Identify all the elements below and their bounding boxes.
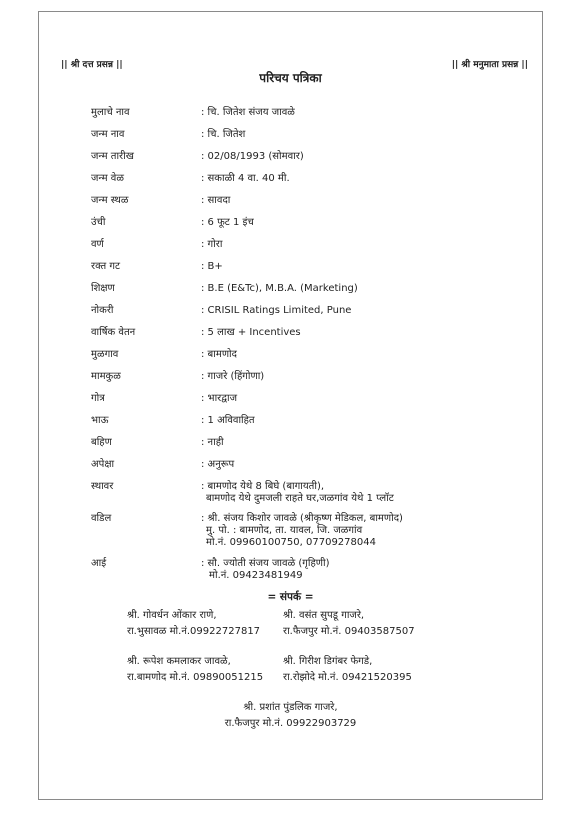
property-line: बामणोद येथे दुमजली राहते घर,जळगांव येथे 1 प्लॉट — [206, 493, 394, 504]
detail-value: : गाजरे (हिंगोणा) — [201, 371, 265, 382]
detail-label: जन्म नाव — [91, 129, 125, 140]
father-value — [201, 513, 403, 549]
detail-label: नोकरी — [91, 305, 114, 316]
header-right-invocation: || श्री मनुमाता प्रसन्न || — [451, 60, 528, 70]
property-value — [201, 481, 394, 505]
contact-detail: रा.फैजपुर मो.नं. 09403587507 — [283, 626, 415, 637]
biodata-page — [38, 11, 543, 800]
father-label: वडिल — [91, 513, 112, 524]
detail-value: : चि. जितेश — [201, 129, 246, 140]
detail-value: : B+ — [201, 261, 223, 272]
contact-detail: रा.भुसावळ मो.नं.09922727817 — [127, 626, 261, 637]
contact-detail: रा.रोझोदे मो.नं. 09421520395 — [283, 672, 412, 683]
property-label: स्थावर — [91, 481, 114, 492]
detail-label: जन्म वेळ — [91, 173, 124, 184]
detail-label: भाऊ — [91, 415, 109, 426]
detail-label: बहिण — [91, 437, 112, 448]
contact-name: श्री. रूपेश कमलाकर जावळे, — [127, 656, 231, 667]
detail-label: शिक्षण — [91, 283, 115, 294]
detail-value: : गोरा — [201, 239, 223, 250]
contact-entry — [127, 654, 263, 686]
contact-detail: रा.बामणोद मो.नं. 09890051215 — [127, 672, 264, 683]
detail-value: : भारद्वाज — [201, 393, 238, 404]
page-title: परिचय पत्रिका — [259, 71, 322, 85]
detail-value: : अनुरूप — [201, 459, 235, 470]
detail-label: मुळगाव — [91, 349, 119, 360]
detail-value: : चि. जितेश संजय जावळे — [201, 107, 295, 118]
contact-entry — [39, 700, 542, 732]
detail-label: मामकुळ — [91, 371, 121, 382]
detail-value: : नाही — [201, 437, 224, 448]
contact-name: श्री. गिरीश डिगंबर फेगडे, — [283, 656, 373, 667]
detail-label: रक्त गट — [91, 261, 120, 272]
detail-value: : सावदा — [201, 195, 231, 206]
detail-value: : B.E (E&Tc), M.B.A. (Marketing) — [201, 283, 358, 294]
detail-value: : सकाळी 4 वा. 40 मी. — [201, 173, 290, 184]
detail-value: : CRISIL Ratings Limited, Pune — [201, 305, 352, 316]
mother-label: आई — [91, 558, 107, 569]
header-left-invocation: || श्री दत्त प्रसन्न || — [61, 60, 123, 70]
father-line: : श्री. संजय किशोर जावळे (श्रीकृष्ण मेडिकल, बामणोद) — [201, 513, 403, 524]
contact-entry — [283, 654, 412, 686]
mother-line: : सौ. ज्योती संजय जावळे (गृहिणी) — [201, 558, 330, 569]
contact-name: श्री. वसंत सुपडू गाजरे, — [283, 610, 365, 621]
contact-entry — [127, 608, 260, 640]
detail-label: जन्म स्थळ — [91, 195, 129, 206]
detail-label: वार्षिक वेतन — [91, 327, 136, 338]
detail-value: : बामणोद — [201, 349, 237, 360]
detail-value: : 1 अविवाहित — [201, 415, 255, 426]
detail-label: वर्ण — [91, 239, 104, 250]
detail-value: : 02/08/1993 (सोमवार) — [201, 151, 304, 162]
contact-entry — [283, 608, 415, 640]
detail-label: जन्म तारीख — [91, 151, 134, 162]
detail-value: : 6 फूट 1 इंच — [201, 217, 254, 228]
mother-line: मो.नं. 09423481949 — [209, 570, 303, 581]
father-line: मु. पो. : बामणोद, ता. यावल, जि. जळगांव — [206, 525, 363, 536]
detail-label: गोत्र — [91, 393, 105, 404]
detail-label: मुलाचे नाव — [91, 107, 130, 118]
detail-label: उंची — [91, 217, 106, 228]
property-line: : बामणोद येथे 8 बिघे (बागायती), — [201, 481, 325, 492]
contact-detail: रा.फैजपुर मो.नं. 09922903729 — [224, 718, 357, 729]
contacts-heading: = संपर्क = — [267, 591, 314, 603]
detail-value: : 5 लाख + Incentives — [201, 327, 301, 338]
detail-label: अपेक्षा — [91, 459, 115, 470]
contact-name: श्री. प्रशांत पुंडलिक गाजरे, — [243, 702, 338, 713]
contact-name: श्री. गोवर्धन ओंकार राणे, — [127, 610, 217, 621]
father-line: मो.नं. 09960100750, 07709278044 — [206, 537, 376, 548]
mother-value — [201, 558, 330, 582]
